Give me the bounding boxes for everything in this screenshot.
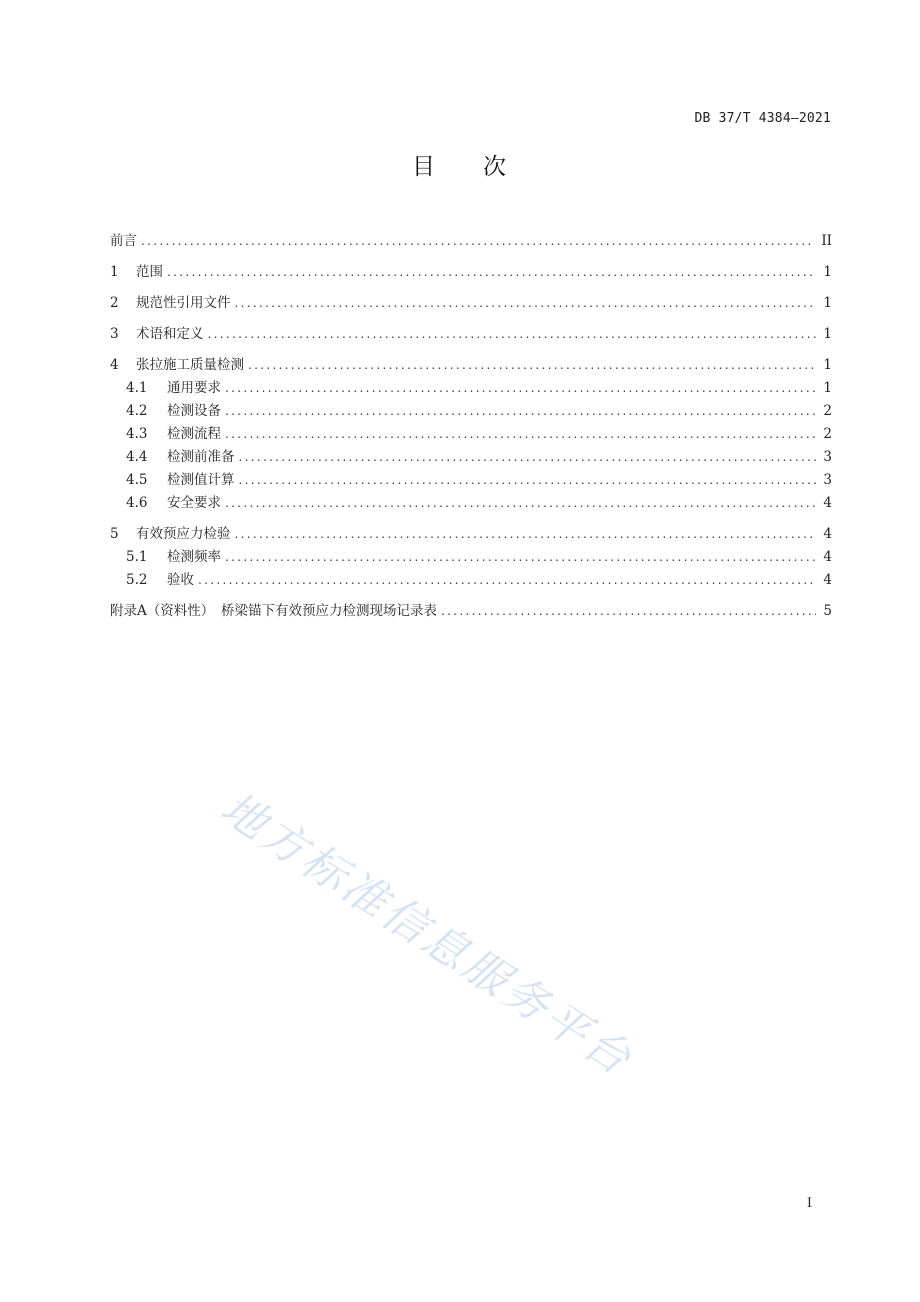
toc-entry-4-2[interactable]	[110, 400, 832, 423]
toc-entry-number: 1	[110, 264, 119, 280]
dot-leader	[198, 569, 816, 592]
toc-entry-label: 前言	[110, 233, 137, 249]
toc-entry-number: 4.5	[126, 472, 148, 488]
page-title	[0, 148, 920, 181]
toc-entry-label: 检测值计算	[167, 472, 235, 488]
toc-entry-number: 4.4	[126, 449, 148, 465]
dot-leader	[167, 261, 816, 284]
toc-entry-2[interactable]	[110, 292, 832, 315]
toc-entry-number: 4.1	[126, 380, 148, 396]
dot-leader	[225, 400, 816, 423]
dot-leader	[235, 292, 817, 315]
dot-leader	[248, 354, 816, 377]
toc-entry-1[interactable]	[110, 261, 832, 284]
toc-entry-label: 张拉施工质量检测	[136, 357, 244, 373]
title-part-1: 目	[412, 154, 437, 180]
toc-entry-4[interactable]	[110, 354, 832, 377]
dot-leader	[235, 523, 817, 546]
page-number: I	[806, 1196, 812, 1211]
toc-entry-4-3[interactable]	[110, 423, 832, 446]
toc-entry-page: 1	[823, 380, 832, 396]
dot-leader	[208, 323, 817, 346]
toc-entry-label: 检测设备	[167, 403, 221, 419]
dot-leader	[225, 423, 816, 446]
toc-entry-label: 规范性引用文件	[136, 295, 231, 311]
toc-entry-page: 4	[823, 526, 832, 542]
toc-entry-4-5[interactable]	[110, 469, 832, 492]
toc-entry-number: 4.6	[126, 495, 148, 511]
toc-entry-5-1[interactable]	[110, 546, 832, 569]
toc-entry-appendix-a[interactable]	[110, 600, 832, 623]
toc-entry-number: 4	[110, 357, 119, 373]
toc-entry-page: II	[821, 233, 832, 249]
toc-entry-page: 3	[823, 449, 832, 465]
toc-entry-page: 4	[823, 549, 832, 565]
toc-entry-label: 安全要求	[167, 495, 221, 511]
dot-leader	[225, 377, 816, 400]
toc-entry-number: 4.3	[126, 426, 148, 442]
dot-leader	[441, 600, 816, 623]
document-code: DB 37/T 4384—2021	[694, 111, 831, 126]
toc-entry-5[interactable]	[110, 523, 832, 546]
dot-leader	[225, 546, 816, 569]
toc-entry-page: 3	[823, 472, 832, 488]
toc-entry-page: 2	[823, 403, 832, 419]
toc-entry-page: 2	[823, 426, 832, 442]
dot-leader	[239, 469, 817, 492]
toc-entry-page: 1	[823, 357, 832, 373]
toc-entry-page: 4	[823, 572, 832, 588]
toc-entry-label: 检测流程	[167, 426, 221, 442]
toc-entry-number: 5	[110, 526, 119, 542]
toc-entry-label: 术语和定义	[136, 326, 204, 342]
toc-entry-label: 有效预应力检验	[136, 526, 231, 542]
toc-entry-number: 5.2	[126, 572, 148, 588]
toc-entry-label: 检测前准备	[167, 449, 235, 465]
toc-entry-page: 4	[823, 495, 832, 511]
toc-entry-4-6[interactable]	[110, 492, 832, 515]
toc-entry-label: 附录A（资料性） 桥梁锚下有效预应力检测现场记录表	[110, 603, 437, 619]
toc-entry-label: 检测频率	[167, 549, 221, 565]
toc-entry-3[interactable]	[110, 323, 832, 346]
toc-entry-page: 5	[823, 603, 832, 619]
toc-entry-label: 通用要求	[167, 380, 221, 396]
toc-entry-number: 5.1	[126, 549, 148, 565]
table-of-contents	[110, 230, 832, 623]
dot-leader	[225, 492, 816, 515]
title-part-2: 次	[483, 154, 508, 180]
dot-leader	[239, 446, 817, 469]
toc-entry-4-1[interactable]	[110, 377, 832, 400]
dot-leader	[141, 230, 815, 253]
toc-entry-5-2[interactable]	[110, 569, 832, 592]
toc-entry-page: 1	[823, 326, 832, 342]
toc-entry-label: 范围	[136, 264, 163, 280]
toc-entry-foreword[interactable]	[110, 230, 832, 253]
watermark: 地方标准信息服务平台	[211, 782, 642, 1087]
toc-entry-page: 1	[823, 295, 832, 311]
toc-entry-number: 4.2	[126, 403, 148, 419]
toc-entry-label: 验收	[167, 572, 194, 588]
toc-entry-4-4[interactable]	[110, 446, 832, 469]
toc-entry-page: 1	[823, 264, 832, 280]
toc-entry-number: 3	[110, 326, 119, 342]
toc-entry-number: 2	[110, 295, 119, 311]
